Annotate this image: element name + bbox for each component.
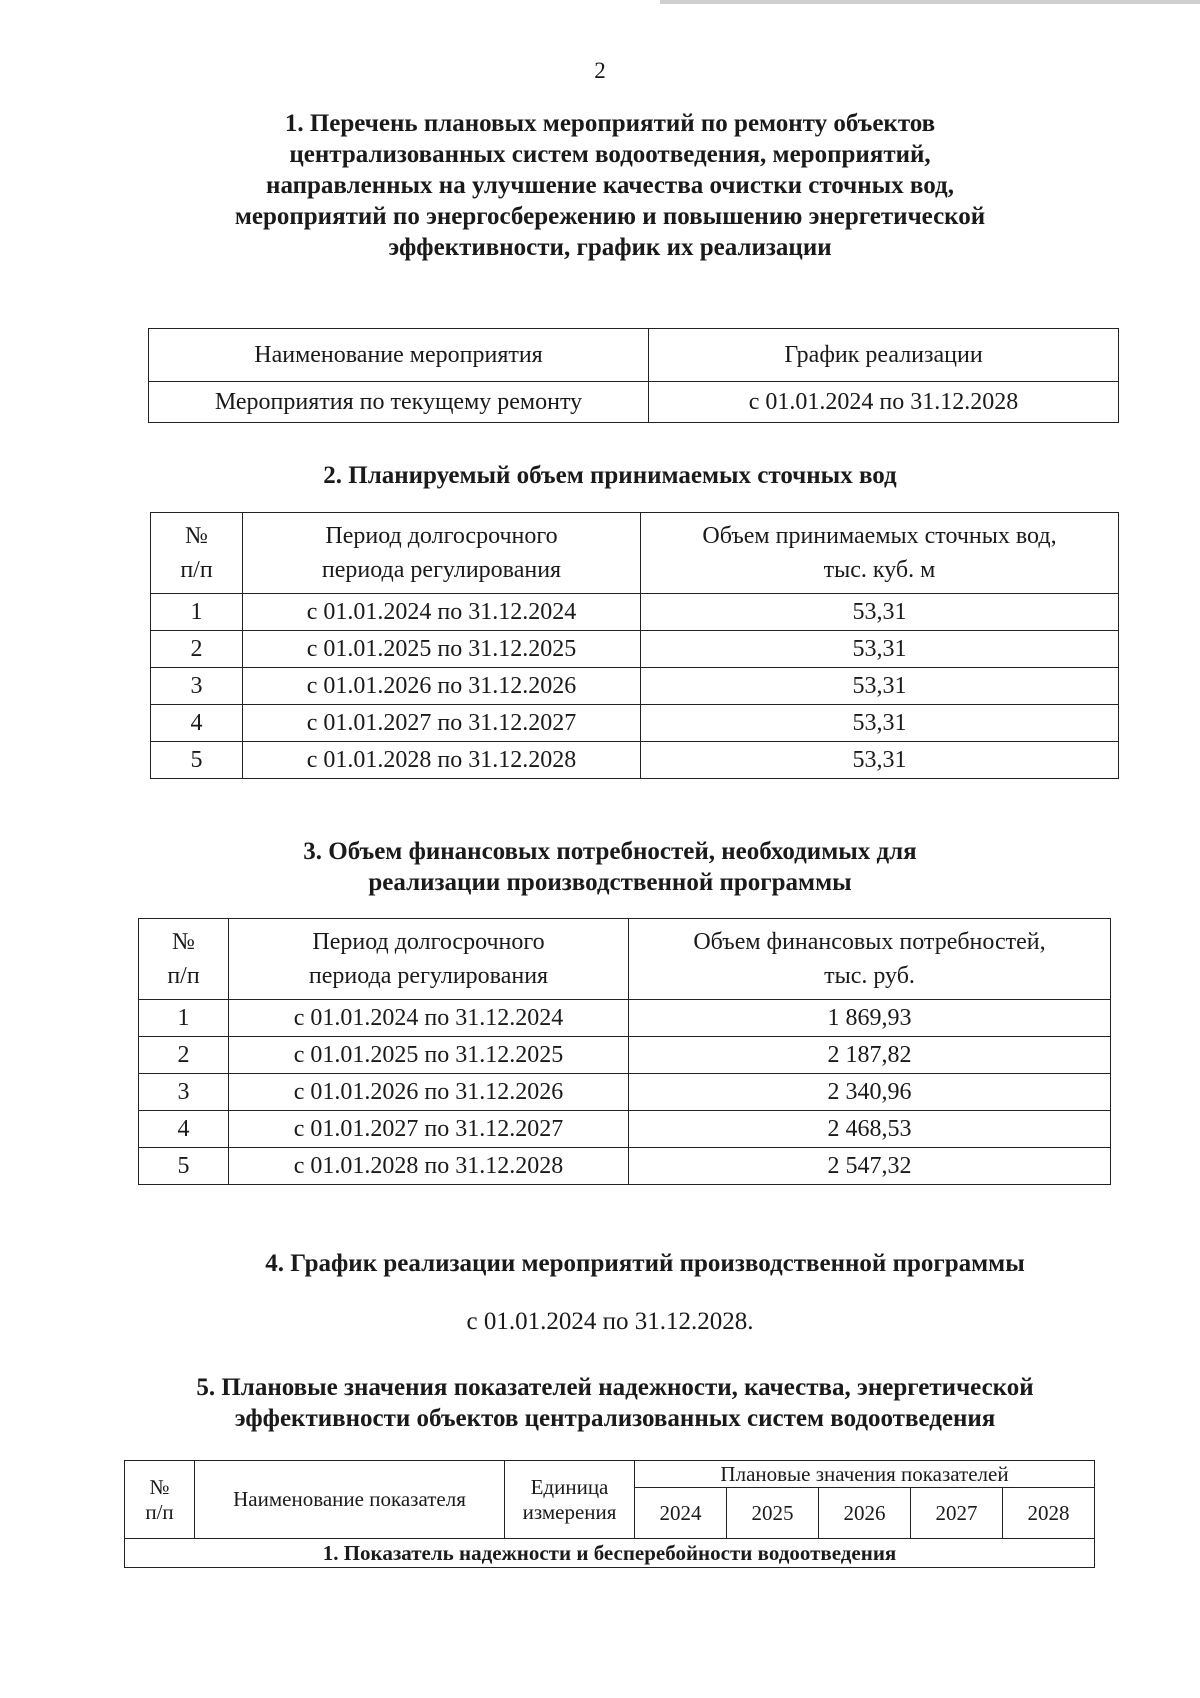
header-line: №: [172, 929, 195, 955]
row-number: 5: [139, 1148, 229, 1185]
row-number: 3: [139, 1074, 229, 1111]
column-header-year: 2028: [1003, 1488, 1095, 1539]
row-number: 1: [151, 594, 243, 631]
table-row: [151, 705, 1119, 742]
page-number: 2: [594, 58, 606, 83]
header-line: измерения: [522, 1499, 617, 1524]
column-header-volume: [641, 513, 1119, 594]
section3-title-line: реализации производственной программы: [368, 869, 852, 896]
row-period: с 01.01.2027 по 31.12.2027: [243, 705, 641, 742]
table-row: [149, 382, 1119, 423]
header-line: Объем финансовых потребностей,: [693, 929, 1046, 955]
activity-schedule: с 01.01.2024 по 31.12.2028: [649, 382, 1119, 423]
column-header-number: [125, 1461, 195, 1539]
table-row: [139, 1037, 1111, 1074]
column-header-year: 2027: [911, 1488, 1003, 1539]
row-number: 4: [151, 705, 243, 742]
row-period: с 01.01.2024 по 31.12.2024: [229, 1000, 629, 1037]
column-header-unit: [505, 1461, 635, 1539]
header-line: Период долгосрочного: [312, 929, 545, 955]
row-volume: 53,31: [641, 742, 1119, 779]
header-line: п/п: [180, 557, 213, 583]
header-line: №: [185, 523, 208, 549]
table-row: [151, 668, 1119, 705]
row-period: с 01.01.2025 по 31.12.2025: [229, 1037, 629, 1074]
row-amount: 2 468,53: [629, 1111, 1111, 1148]
column-header-period: [243, 513, 641, 594]
table-row: [139, 1074, 1111, 1111]
column-header-number: [139, 919, 229, 1000]
header-line: п/п: [145, 1499, 174, 1524]
table-header-row: [149, 329, 1119, 382]
indicators-table: [124, 1460, 1095, 1568]
row-period: с 01.01.2028 по 31.12.2028: [229, 1148, 629, 1185]
table-header-row: [125, 1461, 1095, 1488]
activities-table: [148, 328, 1119, 423]
scan-edge-line: [660, 0, 1200, 4]
column-header: График реализации: [649, 329, 1119, 382]
row-period: с 01.01.2028 по 31.12.2028: [243, 742, 641, 779]
header-line: Период долгосрочного: [325, 523, 558, 549]
section2-title: 2. Планируемый объем принимаемых сточных вод: [323, 462, 897, 489]
section1-title-line: централизованных систем водоотведения, мероприятий,: [289, 141, 931, 168]
row-volume: 53,31: [641, 594, 1119, 631]
section4-period: с 01.01.2024 по 31.12.2028.: [466, 1308, 754, 1335]
section4-title: 4. График реализации мероприятий производственной программы: [265, 1250, 1025, 1277]
row-number: 5: [151, 742, 243, 779]
header-line: тыс. руб.: [824, 963, 915, 989]
row-number: 4: [139, 1111, 229, 1148]
section5-title-line: эффективности объектов централизованных систем водоотведения: [234, 1405, 996, 1432]
column-header-year: 2025: [727, 1488, 819, 1539]
section1-title-line: мероприятий по энергосбережению и повышению энергетической: [234, 203, 986, 230]
table-row: [151, 631, 1119, 668]
activity-name: Мероприятия по текущему ремонту: [149, 382, 649, 423]
table-header-row: [151, 513, 1119, 594]
header-line: №: [149, 1474, 170, 1499]
section1-title-line: направленных на улучшение качества очистки сточных вод,: [266, 172, 954, 199]
column-header-planned-values: Плановые значения показателей: [635, 1461, 1095, 1488]
header-line: тыс. куб. м: [823, 557, 936, 583]
table-row: [151, 594, 1119, 631]
column-header-period: [229, 919, 629, 1000]
column-header-year: 2024: [635, 1488, 727, 1539]
row-period: с 01.01.2025 по 31.12.2025: [243, 631, 641, 668]
section3-title-line: 3. Объем финансовых потребностей, необходимых для: [303, 838, 917, 865]
row-number: 2: [151, 631, 243, 668]
row-volume: 53,31: [641, 668, 1119, 705]
row-amount: 2 547,32: [629, 1148, 1111, 1185]
row-volume: 53,31: [641, 705, 1119, 742]
column-header-number: [151, 513, 243, 594]
section3-title: [150, 836, 1070, 898]
column-header-year: 2026: [819, 1488, 911, 1539]
header-line: периода регулирования: [308, 963, 549, 989]
row-period: с 01.01.2026 по 31.12.2026: [243, 668, 641, 705]
row-number: 1: [139, 1000, 229, 1037]
section1-title-line: 1. Перечень плановых мероприятий по ремонту объектов: [284, 110, 936, 137]
column-header: Наименование мероприятия: [149, 329, 649, 382]
table-section-row: [125, 1539, 1095, 1568]
row-amount: 1 869,93: [629, 1000, 1111, 1037]
table-row: [139, 1000, 1111, 1037]
row-number: 3: [151, 668, 243, 705]
table-row: [139, 1148, 1111, 1185]
section5-title-line: 5. Плановые значения показателей надежности, качества, энергетической: [196, 1374, 1034, 1401]
row-volume: 53,31: [641, 631, 1119, 668]
header-line: периода регулирования: [321, 557, 562, 583]
column-header-indicator: Наименование показателя: [195, 1461, 505, 1539]
row-amount: 2 340,96: [629, 1074, 1111, 1111]
row-period: с 01.01.2026 по 31.12.2026: [229, 1074, 629, 1111]
column-header-finance: [629, 919, 1111, 1000]
table-row: [151, 742, 1119, 779]
header-line: п/п: [167, 963, 200, 989]
row-period: с 01.01.2024 по 31.12.2024: [243, 594, 641, 631]
section5-title: [120, 1372, 1110, 1434]
row-period: с 01.01.2027 по 31.12.2027: [229, 1111, 629, 1148]
section1-title: [150, 108, 1070, 263]
header-line: Единица: [530, 1474, 609, 1499]
financial-needs-table: [138, 918, 1111, 1185]
table-row: [139, 1111, 1111, 1148]
section1-title-line: эффективности, график их реализации: [388, 234, 832, 261]
table-header-row: [139, 919, 1111, 1000]
row-number: 2: [139, 1037, 229, 1074]
subsection-title: 1. Показатель надежности и бесперебойности водоотведения: [125, 1539, 1095, 1568]
row-amount: 2 187,82: [629, 1037, 1111, 1074]
header-line: Объем принимаемых сточных вод,: [702, 523, 1057, 549]
wastewater-volume-table: [150, 512, 1119, 779]
